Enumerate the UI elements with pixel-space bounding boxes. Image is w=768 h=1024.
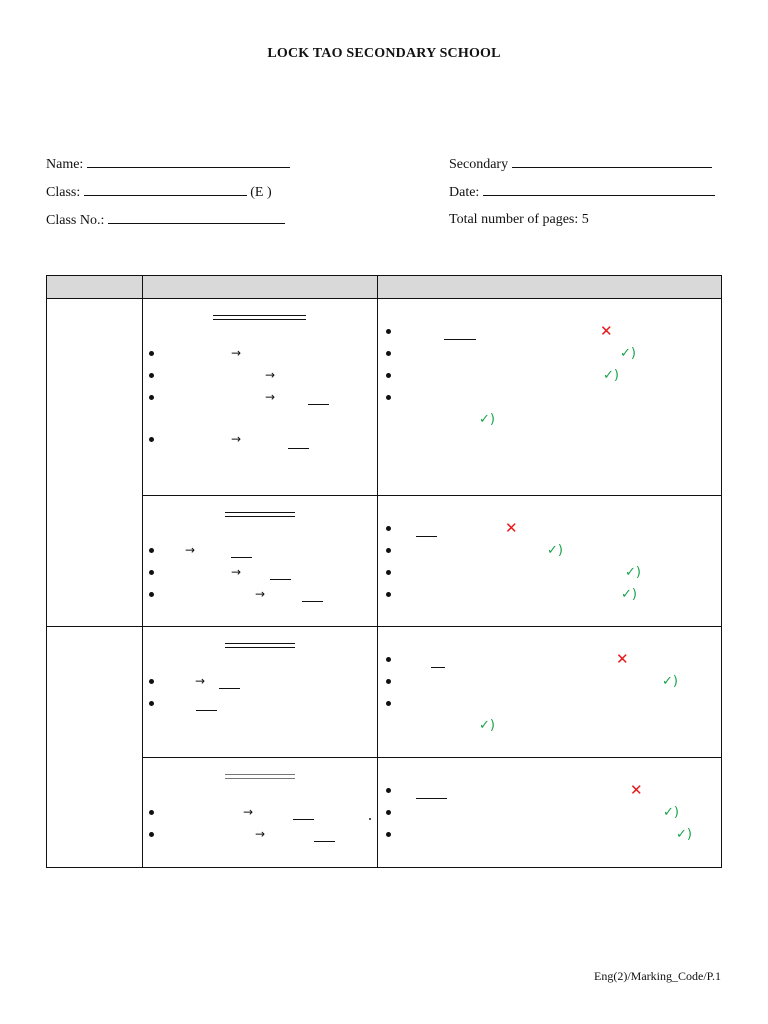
bullet — [386, 329, 391, 334]
tick-icon: ✓) — [547, 543, 563, 558]
date-line[interactable] — [483, 184, 715, 196]
bullet — [386, 679, 391, 684]
arrow-icon: → — [255, 827, 266, 841]
section-cell-1 — [47, 299, 143, 627]
arrow-icon: → — [265, 368, 276, 382]
name-line[interactable] — [87, 156, 290, 168]
arrow-icon: → — [195, 674, 206, 688]
answer-blank — [416, 798, 447, 799]
answer-blank[interactable] — [288, 448, 309, 449]
tick-icon: ✓) — [625, 565, 641, 580]
secondary-label: Secondary — [449, 157, 509, 172]
answer-blank[interactable] — [219, 688, 240, 689]
class-no-field — [46, 212, 285, 229]
arrow-icon: → — [231, 432, 242, 446]
heading-underline — [225, 643, 295, 648]
tick-icon: ✓) — [662, 674, 678, 689]
class-label: Class: — [46, 185, 81, 200]
tick-icon: ✓) — [603, 368, 619, 383]
class-suffix: (E ) — [250, 185, 272, 200]
class-no-label: Class No.: — [46, 213, 105, 228]
cross-icon: ✕ — [630, 781, 643, 799]
bullet — [149, 351, 154, 356]
bullet — [386, 701, 391, 706]
question-cell — [143, 758, 378, 868]
bullet — [386, 592, 391, 597]
tick-icon: ✓) — [620, 346, 636, 361]
header-cell-3 — [378, 276, 722, 299]
answer-cell — [378, 758, 722, 868]
arrow-icon: → — [265, 390, 276, 404]
bullet — [149, 548, 154, 553]
answer-cell — [378, 496, 722, 627]
class-no-line[interactable] — [108, 212, 285, 224]
pages-label: Total number of pages: — [449, 212, 579, 227]
cross-icon: ✕ — [616, 650, 629, 668]
answer-blank — [416, 536, 437, 537]
heading-underline — [213, 315, 306, 320]
arrow-icon: → — [255, 587, 266, 601]
question-cell — [143, 496, 378, 627]
school-title: LOCK TAO SECONDARY SCHOOL — [267, 46, 501, 61]
bullet — [386, 373, 391, 378]
bullet — [386, 526, 391, 531]
bullet — [386, 351, 391, 356]
table-row — [47, 758, 722, 868]
bullet — [149, 810, 154, 815]
bullet — [386, 810, 391, 815]
answer-blank[interactable] — [270, 579, 291, 580]
table-row — [47, 299, 722, 496]
bullet — [149, 570, 154, 575]
question-cell — [143, 627, 378, 758]
class-field — [46, 184, 272, 201]
answer-blank[interactable] — [293, 819, 314, 820]
arrow-icon: → — [231, 346, 242, 360]
answer-blank[interactable] — [314, 841, 335, 842]
name-field — [46, 156, 290, 173]
table-row — [47, 627, 722, 758]
heading-underline — [225, 774, 295, 779]
bullet — [149, 592, 154, 597]
class-line[interactable] — [84, 184, 247, 196]
tick-icon: ✓) — [676, 827, 692, 842]
answer-blank[interactable] — [308, 404, 329, 405]
date-label: Date: — [449, 185, 480, 200]
answer-blank[interactable] — [231, 557, 252, 558]
answer-blank[interactable] — [196, 710, 217, 711]
pages-value: 5 — [581, 212, 589, 227]
bullet — [149, 437, 154, 442]
dot-mark — [369, 818, 371, 820]
bullet — [386, 832, 391, 837]
bullet — [149, 679, 154, 684]
answer-blank[interactable] — [302, 601, 323, 602]
heading-underline — [225, 512, 295, 517]
header-cell-1 — [47, 276, 143, 299]
bullet — [386, 788, 391, 793]
section-cell-2 — [47, 627, 143, 868]
arrow-icon: → — [231, 565, 242, 579]
bullet — [386, 548, 391, 553]
pages-field — [449, 212, 589, 228]
cross-icon: ✕ — [505, 519, 518, 537]
tick-icon: ✓) — [663, 805, 679, 820]
bullet — [149, 373, 154, 378]
answer-blank — [431, 667, 445, 668]
arrow-icon: → — [185, 543, 196, 557]
marking-table — [46, 275, 722, 868]
bullet — [149, 832, 154, 837]
secondary-field — [449, 156, 712, 173]
bullet — [149, 701, 154, 706]
answer-blank — [444, 339, 476, 340]
header-cell-2 — [143, 276, 378, 299]
name-label: Name: — [46, 157, 84, 172]
bullet — [149, 395, 154, 400]
cross-icon: ✕ — [600, 322, 613, 340]
arrow-icon: → — [243, 805, 254, 819]
footer-code: Eng(2)/Marking_Code/P.1 — [594, 969, 721, 983]
secondary-line[interactable] — [512, 156, 712, 168]
date-field — [449, 184, 715, 201]
table-header-row — [47, 276, 722, 299]
bullet — [386, 657, 391, 662]
question-cell — [143, 299, 378, 496]
answer-cell — [378, 299, 722, 496]
tick-icon: ✓) — [479, 412, 495, 427]
tick-icon: ✓) — [621, 587, 637, 602]
bullet — [386, 570, 391, 575]
tick-icon: ✓) — [479, 718, 495, 733]
answer-cell — [378, 627, 722, 758]
table-row — [47, 496, 722, 627]
bullet — [386, 395, 391, 400]
